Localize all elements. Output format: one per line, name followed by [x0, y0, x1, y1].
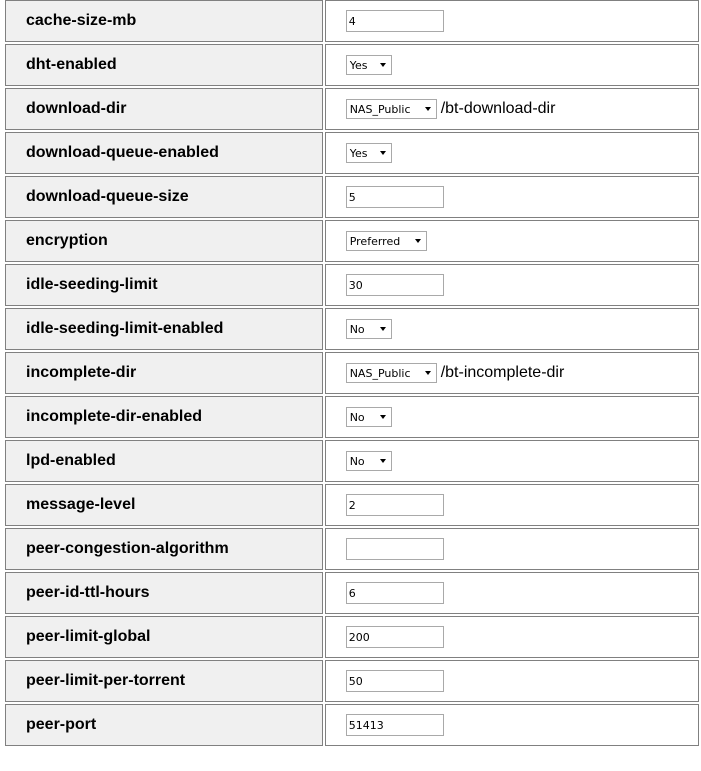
setting-key: peer-limit-global: [5, 616, 323, 658]
peer-congestion-algorithm-input[interactable]: [346, 538, 444, 560]
incomplete-dir-volume-select[interactable]: NAS_Public: [346, 363, 437, 383]
encryption-select[interactable]: Preferred: [346, 231, 427, 251]
setting-row: [5, 220, 699, 262]
setting-key: peer-port: [5, 704, 323, 746]
setting-key: lpd-enabled: [5, 440, 323, 482]
setting-key: cache-size-mb: [5, 0, 323, 42]
setting-row: [5, 704, 699, 746]
dropdown-arrow-icon: [380, 415, 386, 419]
setting-row: [5, 528, 699, 570]
cache-size-mb-input[interactable]: 4: [346, 10, 444, 32]
download-queue-enabled-select[interactable]: Yes: [346, 143, 392, 163]
setting-key: message-level: [5, 484, 323, 526]
download-queue-size-input[interactable]: 5: [346, 186, 444, 208]
setting-key: encryption: [5, 220, 323, 262]
peer-id-ttl-hours-input[interactable]: 6: [346, 582, 444, 604]
idle-seeding-limit-input[interactable]: 30: [346, 274, 444, 296]
incomplete-dir-path: /bt-incomplete-dir: [440, 364, 565, 381]
setting-row: [5, 264, 699, 306]
setting-key: peer-id-ttl-hours: [5, 572, 323, 614]
peer-limit-global-input[interactable]: 200: [346, 626, 444, 648]
setting-key: incomplete-dir-enabled: [5, 396, 323, 438]
setting-row: [5, 660, 699, 702]
peer-port-input[interactable]: 51413: [346, 714, 444, 736]
lpd-enabled-select[interactable]: No: [346, 451, 392, 471]
download-dir-path: /bt-download-dir: [440, 100, 556, 117]
setting-row: [5, 176, 699, 218]
setting-key: peer-congestion-algorithm: [5, 528, 323, 570]
dropdown-arrow-icon: [425, 371, 431, 375]
setting-row: [5, 132, 699, 174]
setting-key: download-queue-size: [5, 176, 323, 218]
setting-row: [5, 44, 699, 86]
peer-limit-per-torrent-input[interactable]: 50: [346, 670, 444, 692]
setting-key: download-queue-enabled: [5, 132, 323, 174]
setting-row: [5, 396, 699, 438]
dht-enabled-select[interactable]: Yes: [346, 55, 392, 75]
setting-key: idle-seeding-limit: [5, 264, 323, 306]
setting-row: [5, 352, 699, 394]
setting-key: peer-limit-per-torrent: [5, 660, 323, 702]
dropdown-arrow-icon: [380, 459, 386, 463]
incomplete-dir-enabled-select[interactable]: No: [346, 407, 392, 427]
dropdown-arrow-icon: [425, 107, 431, 111]
idle-seeding-limit-enabled-select[interactable]: No: [346, 319, 392, 339]
settings-table: [3, 0, 701, 748]
setting-row: [5, 0, 699, 42]
setting-key: incomplete-dir: [5, 352, 323, 394]
setting-row: [5, 308, 699, 350]
message-level-input[interactable]: 2: [346, 494, 444, 516]
dropdown-arrow-icon: [380, 151, 386, 155]
setting-row: [5, 484, 699, 526]
setting-row: [5, 572, 699, 614]
download-dir-volume-select[interactable]: NAS_Public: [346, 99, 437, 119]
setting-row: [5, 616, 699, 658]
setting-key: download-dir: [5, 88, 323, 130]
setting-row: [5, 88, 699, 130]
dropdown-arrow-icon: [415, 239, 421, 243]
dropdown-arrow-icon: [380, 63, 386, 67]
setting-row: [5, 440, 699, 482]
setting-key: idle-seeding-limit-enabled: [5, 308, 323, 350]
dropdown-arrow-icon: [380, 327, 386, 331]
setting-key: dht-enabled: [5, 44, 323, 86]
